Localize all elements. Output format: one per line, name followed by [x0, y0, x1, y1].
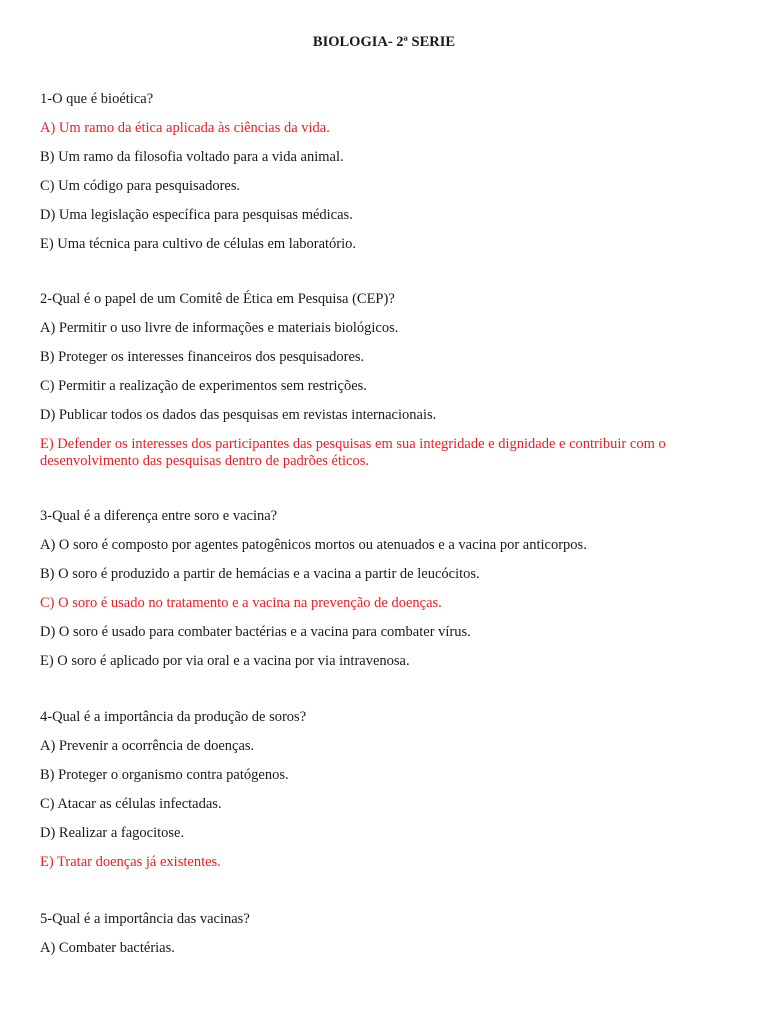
document-title: BIOLOGIA- 2ª SERIE [312, 34, 456, 50]
answer-option: A) Permitir o uso livre de informações e materiais biológicos. [40, 320, 399, 336]
answer-option: C) Um código para pesquisadores. [40, 178, 241, 194]
answer-option-correct: E) Tratar doenças já existentes. [40, 854, 221, 870]
question-2 [40, 291, 740, 482]
answer-option: A) Prevenir a ocorrência de doenças. [40, 738, 255, 754]
question-text: 1-O que é bioética? [40, 91, 154, 107]
answer-option: E) Uma técnica para cultivo de células em laboratório. [40, 236, 357, 252]
answer-option-correct: A) Um ramo da ética aplicada às ciências da vida. [40, 120, 330, 136]
question-4 [40, 709, 740, 883]
question-text: 5-Qual é a importância das vacinas? [40, 911, 250, 927]
answer-option: C) Atacar as células infectadas. [40, 796, 222, 812]
answer-option: D) Publicar todos os dados das pesquisas em revistas internacionais. [40, 407, 437, 423]
question-1 [40, 91, 740, 265]
answer-option: D) Realizar a fagocitose. [40, 825, 185, 841]
question-text: 4-Qual é a importância da produção de soros? [40, 709, 307, 725]
answer-option: B) O soro é produzido a partir de hemácias e a vacina a partir de leucócitos. [40, 566, 480, 582]
answer-option: B) Proteger os interesses financeiros dos pesquisadores. [40, 349, 365, 365]
answer-option: A) O soro é composto por agentes patogênicos mortos ou atenuados e a vacina por anticorpos. [40, 537, 587, 553]
answer-option-correct: E) Defender os interesses dos participantes das pesquisas em sua integridade e dignidade e contribuir com o desenvolvimento das pesquisas dentro de padrões éticos. [40, 436, 666, 469]
answer-option: A) Combater bactérias. [40, 940, 175, 956]
answer-option: D) O soro é usado para combater bactérias e a vacina para combater vírus. [40, 624, 471, 640]
answer-option: B) Proteger o organismo contra patógenos. [40, 767, 289, 783]
answer-option: E) O soro é aplicado por via oral e a vacina por via intravenosa. [40, 653, 410, 669]
question-text: 2-Qual é o papel de um Comitê de Ética em Pesquisa (CEP)? [40, 291, 395, 307]
question-3 [40, 508, 740, 682]
question-5 [40, 911, 740, 969]
answer-option: B) Um ramo da filosofia voltado para a vida animal. [40, 149, 344, 165]
answer-option: D) Uma legislação específica para pesquisas médicas. [40, 207, 353, 223]
answer-option: C) Permitir a realização de experimentos sem restrições. [40, 378, 367, 394]
question-text: 3-Qual é a diferença entre soro e vacina? [40, 508, 278, 524]
answer-option-correct: C) O soro é usado no tratamento e a vacina na prevenção de doenças. [40, 595, 442, 611]
